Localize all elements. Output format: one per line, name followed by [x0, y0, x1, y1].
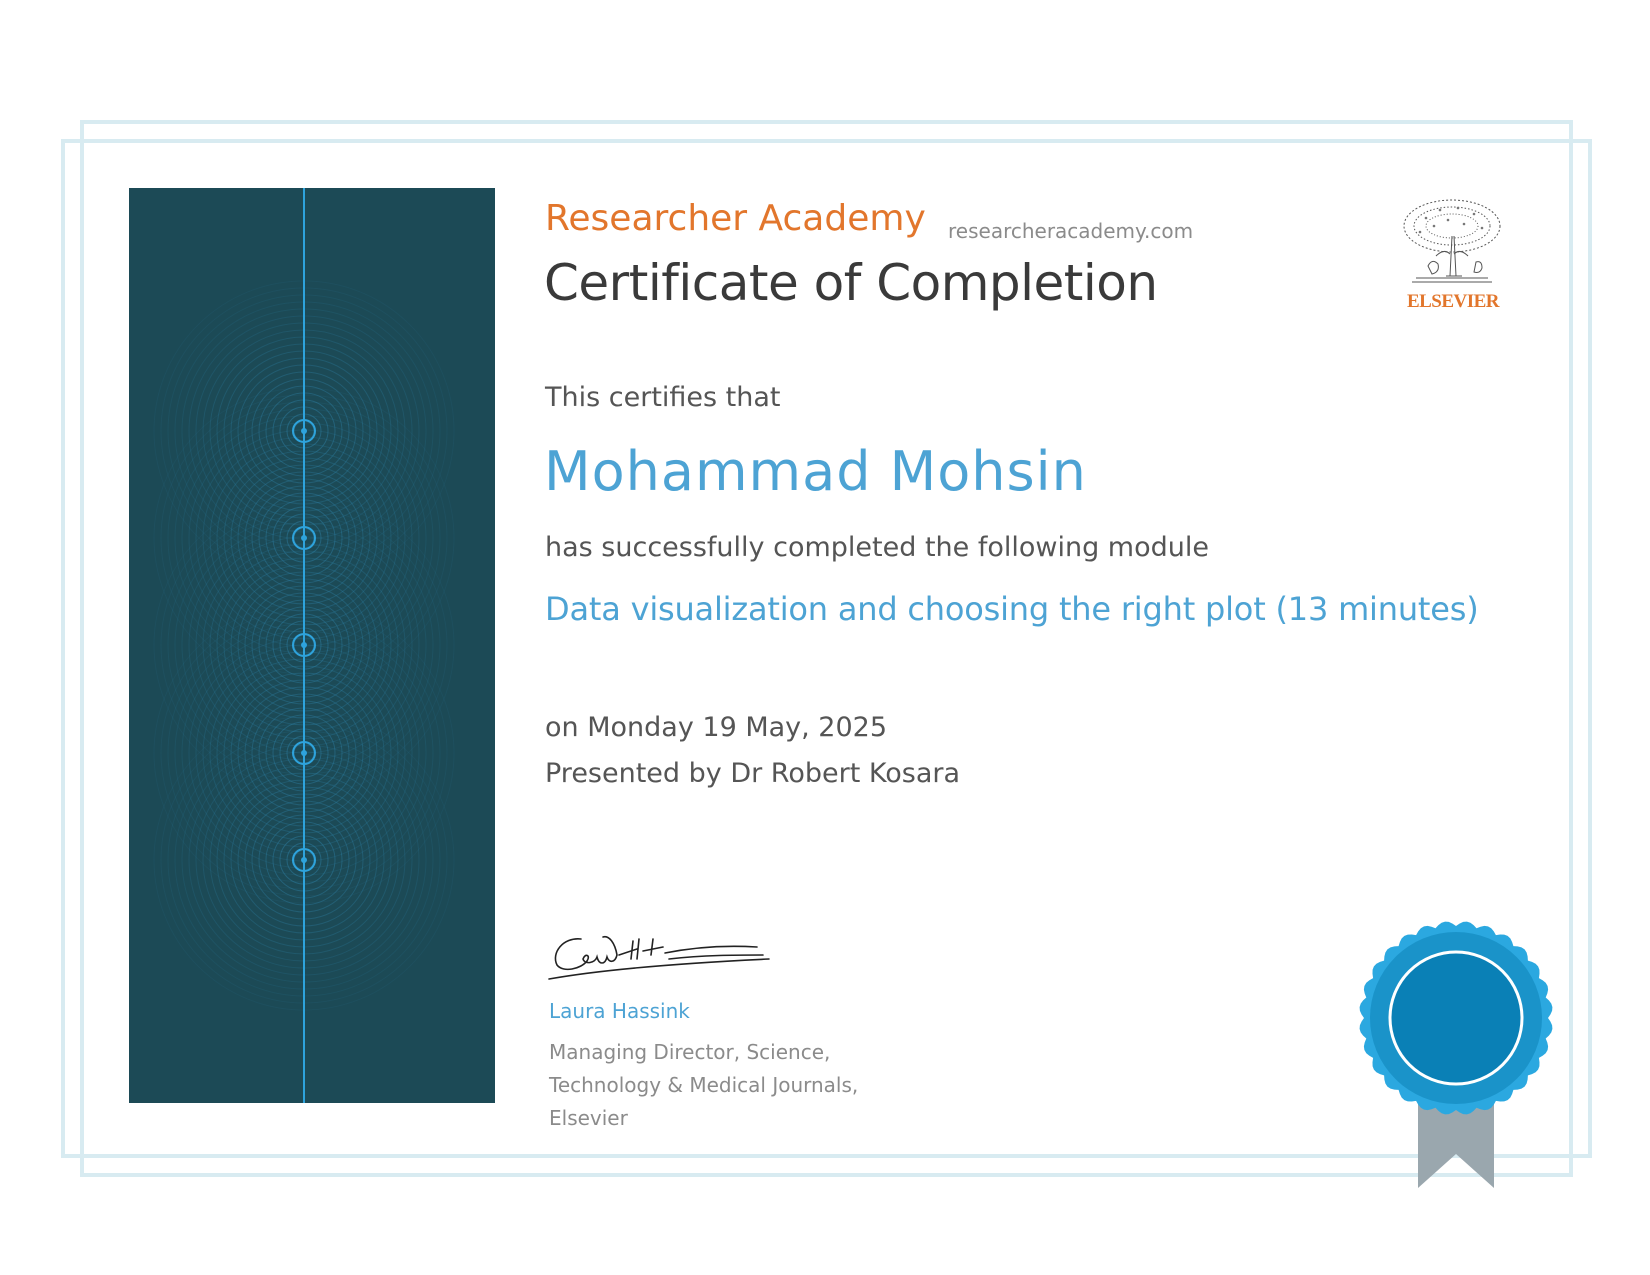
decorative-side-panel — [129, 188, 495, 1103]
award-rosette-icon — [1356, 918, 1556, 1198]
completion-date: on Monday 19 May, 2025 — [545, 712, 888, 743]
module-title: Data visualization and choosing the right plot (13 minutes) — [545, 590, 1479, 628]
presenter: Presented by Dr Robert Kosara — [545, 758, 961, 789]
signer-role: Managing Director, Science, Technology & Medical Journals, Elsevier — [549, 1040, 859, 1130]
brand-name: Researcher Academy — [545, 198, 926, 239]
elsevier-wordmark: ELSEVIER — [1406, 291, 1500, 312]
website-link[interactable]: researcheracademy.com — [948, 219, 1194, 243]
completion-statement: has successfully completed the following module — [545, 532, 1209, 563]
certificate-title: Certificate of Completion — [544, 254, 1158, 312]
signer-name: Laura Hassink — [549, 999, 690, 1023]
ripple-pattern — [129, 188, 495, 1103]
certifies-label: This certifies that — [545, 382, 781, 413]
recipient-name: Mohammad Mohsin — [544, 440, 1087, 503]
handwritten-signature — [545, 925, 775, 995]
